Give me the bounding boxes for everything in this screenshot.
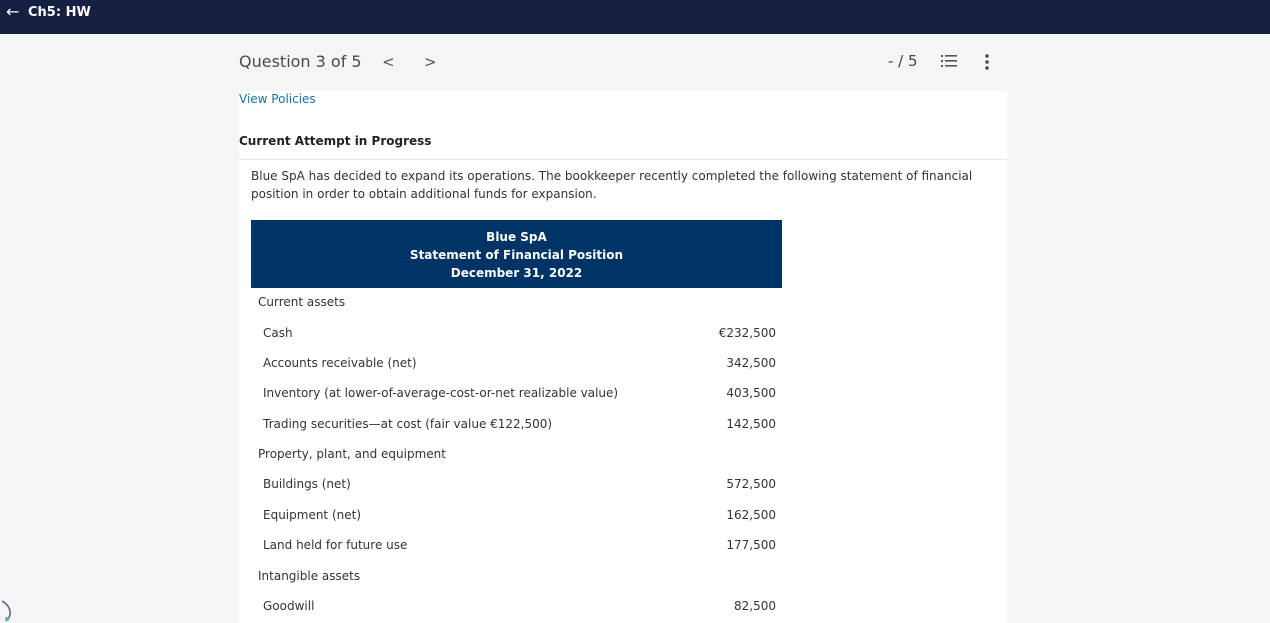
score-display: - / 5 [888,52,918,70]
row-amount: 177,500 [726,538,776,552]
more-vertical-icon[interactable] [984,54,990,70]
view-policies-link[interactable]: View Policies [239,92,316,106]
section-label: Intangible assets [258,569,361,583]
table-row [251,599,782,619]
table-row [251,477,782,497]
section-row [251,447,782,467]
section-row [251,569,782,589]
row-label: Equipment (net) [263,508,362,522]
question-header [0,34,1270,91]
row-label: Buildings (net) [263,477,351,491]
statement-title: Statement of Financial Position [409,248,624,262]
section-label: Current assets [258,295,346,309]
row-label: Trading securities—at cost (fair value €122,500) [263,417,553,431]
question-text: Blue SpA has decided to expand its operations. The bookkeeper recently completed the following statement of financial position in order to obtain additional funds for expansion. [251,169,973,201]
arrow-left-icon[interactable]: ← [6,2,20,21]
row-amount: 342,500 [726,356,776,370]
divider [239,159,1007,160]
row-amount: 142,500 [726,417,776,431]
row-amount: 82,500 [734,599,776,613]
row-amount: 162,500 [726,508,776,522]
statement-date: December 31, 2022 [450,266,583,280]
list-icon[interactable] [941,54,957,68]
row-amount: 572,500 [726,477,776,491]
question-card [239,91,1007,623]
table-row [251,417,782,437]
helper-mascot-icon[interactable] [0,597,16,623]
row-label: Land held for future use [263,538,408,552]
row-label: Accounts receivable (net) [263,356,417,370]
question-counter: Question 3 of 5 [239,52,362,71]
assignment-title: Ch5: HW [28,5,91,20]
row-label: Goodwill [263,599,315,613]
table-row [251,386,782,406]
company-name: Blue SpA [486,230,547,244]
table-row [251,326,782,346]
table-row [251,356,782,376]
statement-header [251,220,782,288]
row-label: Inventory (at lower-of-average-cost-or-net realizable value) [263,386,619,400]
row-amount: €232,500 [718,326,776,340]
next-question-button[interactable]: > [424,53,437,71]
table-row [251,508,782,528]
top-bar [0,0,1270,34]
attempt-status-label: Current Attempt in Progress [239,134,432,148]
section-row [251,295,782,315]
row-amount: 403,500 [726,386,776,400]
table-row [251,538,782,558]
section-label: Property, plant, and equipment [258,447,446,461]
row-label: Cash [263,326,293,340]
previous-question-button[interactable]: < [382,53,395,71]
